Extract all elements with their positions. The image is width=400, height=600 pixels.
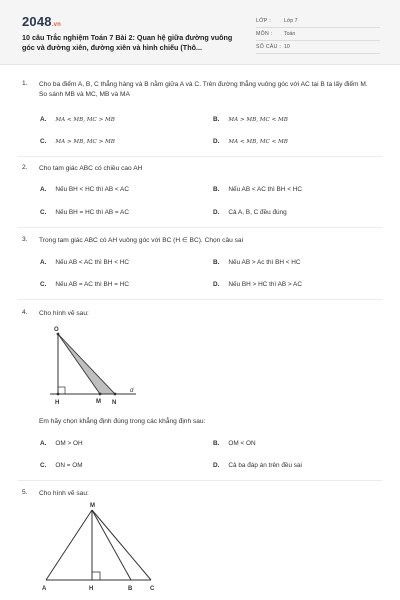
label-n: N (112, 400, 117, 406)
answer-option-d[interactable]: D. Cả A, B, C đều đúng (213, 209, 287, 216)
question-number: 5. (22, 489, 28, 496)
question-divider (18, 227, 382, 228)
answer-option-d[interactable]: D. Cả ba đáp án trên đều sai (213, 462, 302, 469)
meta-count-value: 10 (284, 44, 290, 50)
question-text: Cho hình vẽ sau: (39, 490, 89, 497)
label-b: B (128, 586, 133, 592)
figure-perpendicular-oblique (40, 322, 150, 406)
answer-option-a[interactable]: A. Nếu BH < HC thì AB < AC (40, 186, 129, 193)
meta-grade-value: Lớp 7 (284, 18, 298, 24)
question-divider (18, 299, 382, 300)
quiz-header (0, 0, 400, 65)
answer-option-a[interactable]: A. MA < MB, MC > MB (40, 116, 115, 123)
label-m: M (96, 399, 101, 405)
question-divider (18, 480, 382, 481)
answer-option-b[interactable]: B. Nếu AB > Ac thì BH < HC (213, 259, 301, 266)
point-h (57, 393, 60, 396)
quiz-title: 10 câu Trắc nghiệm Toán 7 Bài 2: Quan hệ giữa đường vuông góc và đường xiên, đường xiên và hình chiếu (Thô... (22, 33, 233, 52)
answer-option-b[interactable]: B. MA > MB, MC < MB (213, 116, 288, 123)
meta-subject-label: MÔN : (256, 31, 273, 37)
point-o (57, 333, 60, 336)
question-number: 4. (22, 309, 28, 316)
label-c: C (150, 586, 155, 592)
question-text: Cho tam giác ABC có chiều cao AH (39, 165, 143, 172)
question-text: Cho hình vẽ sau: (39, 310, 89, 317)
question-number: 2. (22, 164, 28, 171)
label-o: O (54, 327, 59, 333)
site-logo[interactable]: 2048.vn (22, 14, 62, 29)
question-text: Trong tam giác ABC có AH vuông góc với BC (H ∈ BC). Chọn câu sai (39, 237, 244, 244)
label-h: H (55, 400, 60, 406)
meta-grade-label: LỚP : (256, 18, 272, 24)
answer-option-d[interactable]: D. Nếu BH > HC thì AB > AC (213, 281, 302, 288)
segment-om (58, 334, 100, 394)
right-angle-mark (92, 572, 100, 580)
label-a: A (42, 586, 47, 592)
meta-subject-value: Toán (284, 31, 296, 37)
segment-mb (92, 510, 131, 580)
label-m: M (90, 503, 95, 509)
answer-option-a[interactable]: A. OM > OH (40, 440, 83, 447)
answer-option-b[interactable]: B. Nếu AB < AC thì BH < HC (213, 186, 302, 193)
meta-divider (256, 40, 380, 41)
right-angle-mark (58, 387, 65, 394)
question-number: 3. (22, 236, 28, 243)
meta-divider (256, 27, 380, 28)
point-m (99, 393, 102, 396)
segment-ma (46, 510, 92, 580)
point-n (114, 393, 117, 396)
meta-count-label: SỐ CÂU : (256, 44, 282, 50)
label-h: H (89, 586, 94, 592)
answer-option-b[interactable]: B. OM < ON (213, 440, 256, 447)
meta-divider (256, 53, 380, 54)
question-prompt: Em hãy chọn khẳng định đúng trong các khẳng định sau: (39, 418, 206, 425)
answer-option-c[interactable]: C. Nếu AB = AC thì BH = HC (40, 281, 129, 288)
answer-option-c[interactable]: C. MA > MB, MC > MB (40, 138, 115, 145)
figure-triangle-mac (36, 500, 166, 598)
answer-option-c[interactable]: C. ON = OM (40, 462, 83, 469)
segment-mc (92, 510, 151, 580)
answer-option-a[interactable]: A. Nếu AB < AC thì BH < HC (40, 259, 129, 266)
label-d: d (130, 388, 134, 394)
segment-on (58, 334, 115, 394)
answer-option-c[interactable]: C. Nếu BH = HC thì AB = AC (40, 209, 129, 216)
question-divider (18, 156, 382, 157)
answer-option-d[interactable]: D. MA < MB, MC < MB (213, 138, 288, 145)
question-number: 1. (22, 80, 28, 87)
question-text: Cho ba điểm A, B, C thẳng hàng và B nằm giữa A và C. Trên đường thẳng vuông góc với AC tại B ta lấy điểm M. So sánh MB và MC, MB và MA (39, 81, 368, 98)
